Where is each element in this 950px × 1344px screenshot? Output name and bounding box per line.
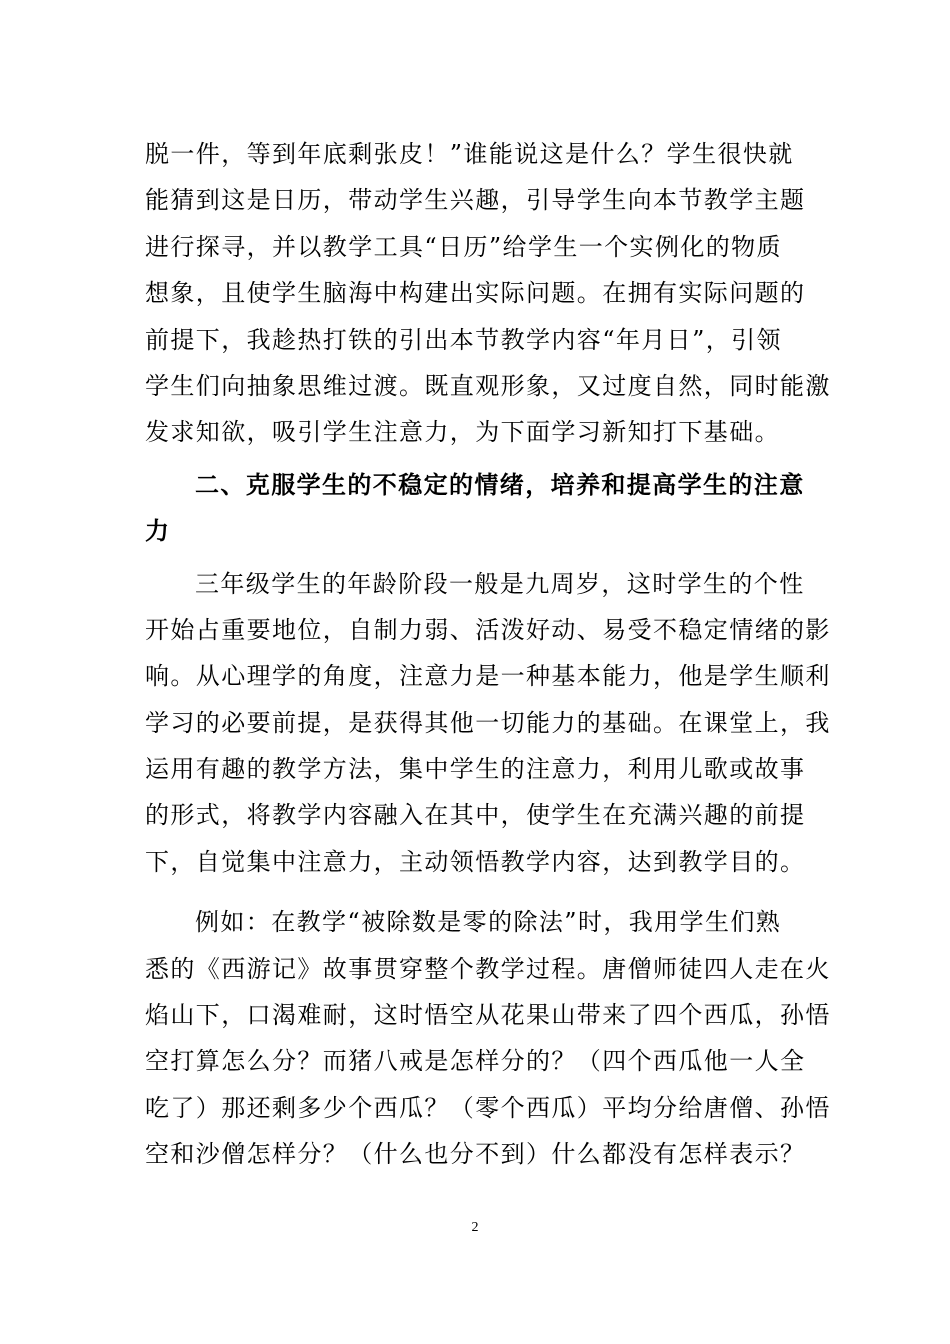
- text-line: 脱一件，等到年底剩张皮！”谁能说这是什么？学生很快就: [145, 140, 794, 168]
- text-line: 开始占重要地位，自制力弱、活泼好动、易受不稳定情绪的影: [145, 615, 831, 644]
- section-heading: [145, 462, 810, 555]
- text-line: 悉的《西游记》故事贯穿整个教学过程。唐僧师徒四人走在火: [145, 954, 831, 983]
- text-line: 发求知欲，吸引学生注意力，为下面学习新知打下基础。: [145, 418, 780, 447]
- page-number: 2: [471, 1220, 479, 1235]
- text-line: 想象，且使学生脑海中构建出实际问题。在拥有实际问题的: [145, 279, 806, 308]
- text-line: 响。从心理学的角度，注意力是一种基本能力，他是学生顺利: [145, 662, 831, 691]
- heading-line: 二、克服学生的不稳定的情绪，培养和提高学生的注意: [195, 470, 805, 499]
- text-line: 学生们向抽象思维过渡。既直观形象，又过度自然，同时能激: [145, 371, 831, 400]
- text-line: 三年级学生的年龄阶段一般是九周岁，这时学生的个性: [195, 569, 805, 598]
- text-line: 进行探寻，并以教学工具“日历”给学生一个实例化的物质: [145, 232, 782, 261]
- text-line: 空打算怎么分？而猪八戒是怎样分的？（四个西瓜他一人全: [145, 1047, 806, 1076]
- text-line: 前提下，我趁热打铁的引出本节教学内容“年月日”，引领: [145, 325, 782, 354]
- text-line: 运用有趣的教学方法，集中学生的注意力，利用儿歌或故事: [145, 755, 806, 784]
- paragraph-example: [145, 899, 831, 1177]
- text-line: 例如：在教学“被除数是零的除法”时，我用学生们熟: [195, 908, 782, 937]
- paragraph-attention: [145, 561, 831, 886]
- text-line: 的形式，将教学内容融入在其中，使学生在充满兴趣的前提: [145, 801, 806, 830]
- heading-line: 力: [145, 517, 171, 546]
- text-line: 空和沙僧怎样分？（什么也分不到）什么都没有怎样表示？: [145, 1140, 806, 1169]
- text-line: 吃了）那还剩多少个西瓜？（零个西瓜）平均分给唐僧、孙悟: [145, 1093, 831, 1122]
- paragraph-intro-continuation: [145, 131, 831, 456]
- text-line: 下，自觉集中注意力，主动领悟教学内容，达到教学目的。: [145, 847, 806, 876]
- text-line: 学习的必要前提，是获得其他一切能力的基础。在课堂上，我: [145, 708, 831, 737]
- text-line: 焰山下，口渴难耐，这时悟空从花果山带来了四个西瓜，孙悟: [145, 1001, 831, 1030]
- text-line: 能猜到这是日历，带动学生兴趣，引导学生向本节教学主题: [145, 186, 806, 215]
- document-body: [145, 131, 831, 1178]
